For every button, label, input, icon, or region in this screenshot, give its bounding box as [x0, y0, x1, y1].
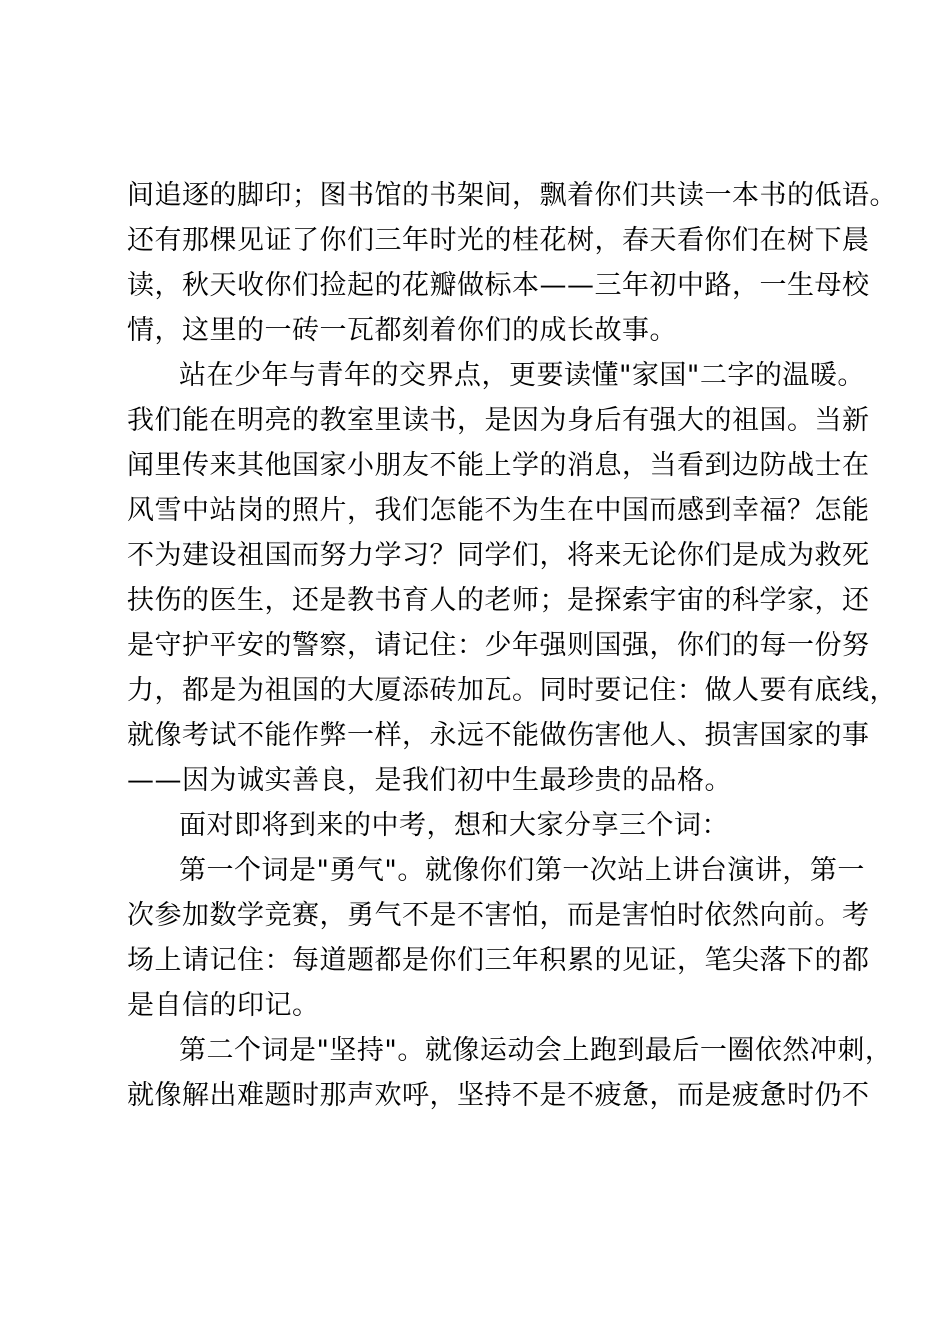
text-line: 就像解出难题时那声欢呼，坚持不是不疲惫，而是疲惫时仍不 — [127, 1080, 870, 1111]
text-line: 还有那棵见证了你们三年时光的桂花树，春天看你们在树下晨 — [127, 225, 870, 256]
text-line: 是守护平安的警察，请记住：少年强则国强，你们的每一份努 — [127, 630, 870, 661]
text-line: 就像考试不能作弊一样，永远不能做伤害他人、损害国家的事 — [127, 720, 870, 751]
text-line: 读，秋天收你们捡起的花瓣做标本——三年初中路，一生母校 — [127, 270, 870, 301]
paragraph — [127, 848, 870, 1028]
paragraph — [127, 173, 897, 353]
text-line: 第二个词是"坚持"。就像运动会上跑到最后一圈依然冲刺， — [179, 1035, 893, 1066]
text-line: 情，这里的一砖一瓦都刻着你们的成长故事。 — [127, 315, 677, 346]
text-line: 不为建设祖国而努力学习？同学们，将来无论你们是成为救死 — [127, 540, 870, 571]
text-line: 是自信的印记。 — [127, 990, 320, 1021]
document-body — [127, 173, 897, 1118]
text-line: 风雪中站岗的照片，我们怎能不为生在中国而感到幸福？怎能 — [127, 495, 870, 526]
text-line: 场上请记住：每道题都是你们三年积累的见证，笔尖落下的都 — [127, 945, 870, 976]
text-line: 扶伤的医生，还是教书育人的老师；是探索宇宙的科学家，还 — [127, 585, 870, 616]
text-line: 面对即将到来的中考，想和大家分享三个词： — [179, 810, 729, 841]
text-line: 我们能在明亮的教室里读书，是因为身后有强大的祖国。当新 — [127, 405, 870, 436]
text-line: 闻里传来其他国家小朋友不能上学的消息，当看到边防战士在 — [127, 450, 870, 481]
paragraph — [127, 353, 897, 803]
text-line: 次参加数学竞赛，勇气不是不害怕，而是害怕时依然向前。考 — [127, 900, 870, 931]
text-line: 第一个词是"勇气"。就像你们第一次站上讲台演讲，第一 — [179, 855, 865, 886]
paragraph — [127, 1028, 893, 1118]
text-line: 站在少年与青年的交界点，更要读懂"家国"二字的温暖。 — [179, 360, 865, 391]
text-line: 间追逐的脚印；图书馆的书架间，飘着你们共读一本书的低语。 — [127, 180, 897, 211]
text-line: 力，都是为祖国的大厦添砖加瓦。同时要记住：做人要有底线， — [127, 675, 897, 706]
text-line: ——因为诚实善良，是我们初中生最珍贵的品格。 — [127, 765, 732, 796]
paragraph — [127, 803, 857, 848]
